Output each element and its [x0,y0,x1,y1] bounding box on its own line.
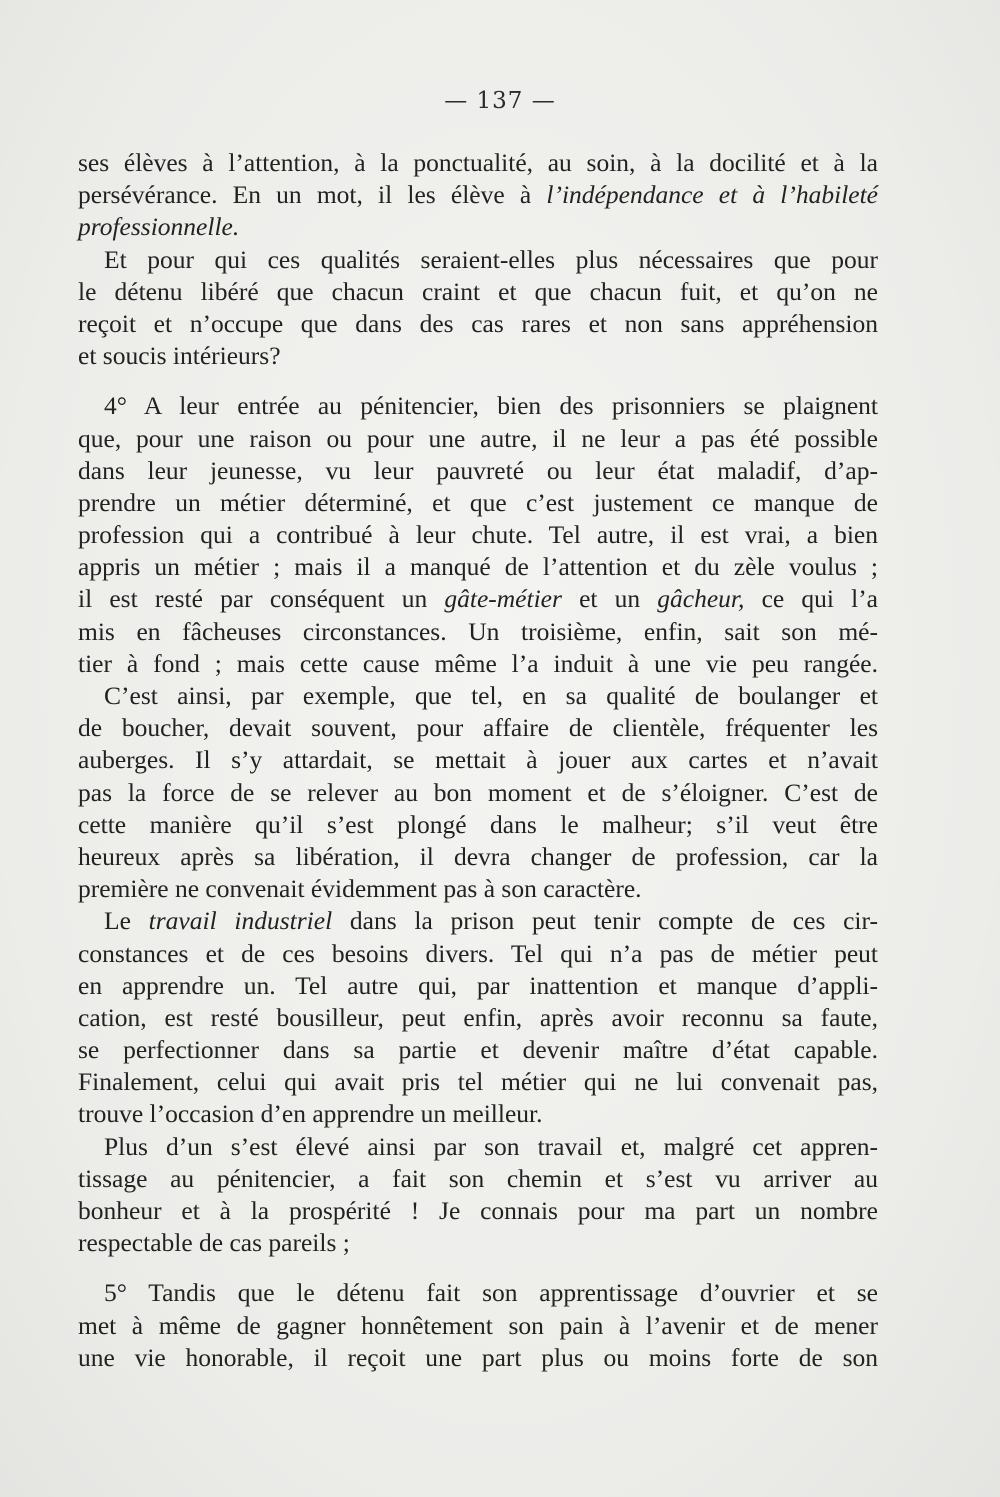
text-line: constances et de ces besoins divers. Tel qui n’a pas de métier peut [78,938,878,968]
text-line: et soucis intérieurs? [78,341,281,371]
text-line: ses élèves à l’attention, à la ponctualité, au soin, à la docilité et à la [78,148,878,177]
text-line: C’est ainsi, par exemple, que tel, en sa qualité de boulanger et [104,681,878,710]
text-line: heureux après sa libération, il devra changer de profession, car la [78,841,878,871]
text-line: dans leur jeunesse, vu leur pauvreté ou leur état maladif, d’ap- [78,455,878,485]
text-line: tissage au pénitencier, a fait son chemin et s’est vu arriver au [78,1163,878,1193]
text-line: profession qui a contribué à leur chute. Tel autre, il est vrai, a bien [78,520,878,550]
text-run: Le [104,906,149,936]
text-line: se perfectionner dans sa partie et devenir maître d’état capable. [78,1035,878,1065]
text-line: pas la force de se relever au bon moment et de s’éloigner. C’est de [78,777,878,807]
text-run: ce qui l’a [744,584,878,614]
text-line: tier à fond ; mais cette cause même l’a induit à une vie peu rangée. [78,648,878,678]
text-line [78,583,878,615]
text-line [78,905,878,937]
text-line: auberges. Il s’y attardait, se mettait à jouer aux cartes et n’avait [78,745,878,775]
text-line: Et pour qui ces qualités seraient-elles plus nécessaires que pour [104,244,878,274]
text-line: reçoit et n’occupe que dans des cas rares et non sans appréhension [78,308,878,338]
text-run: il est resté par conséquent un [78,584,445,614]
text-run: persévérance. En un mot, il les élève à [78,180,547,210]
italic-phrase: travail industriel [148,906,333,936]
body-text [78,147,878,1374]
text-line: 5° Tandis que le détenu fait son apprentissage d’ouvrier et se [104,1278,878,1308]
text-line: de boucher, devait souvent, pour affaire de clientèle, fréquenter les [78,713,878,743]
text-line: trouve l’occasion d’en apprendre un meilleur. [78,1099,543,1129]
text-line: cette manière qu’il s’est plongé dans le malheur; s’il veut être [78,809,878,839]
italic-phrase: gâte-métier [444,584,562,614]
text-line: première ne convenait évidemment pas à son caractère. [78,874,642,904]
text-line: met à même de gagner honnêtement son pain à l’avenir et de mener [78,1310,878,1340]
italic-phrase: professionnelle. [78,212,240,242]
text-line: en apprendre un. Tel autre qui, par inattention et manque d’appli- [78,970,878,1000]
text-line: Finalement, celui qui avait pris tel métier qui ne lui convenait pas, [78,1067,878,1097]
text-run: et un [561,584,658,614]
text-line: prendre un métier déterminé, et que c’est justement ce manque de [78,487,878,517]
text-line: bonheur et à la prospérité ! Je connais pour ma part un nombre [78,1196,878,1225]
text-line: respectable de cas pareils ; [78,1228,350,1258]
text-line: 4° A leur entrée au pénitencier, bien des prisonniers se plaignent [104,391,878,421]
text-line: Plus d’un s’est élevé ainsi par son travail et, malgré cet appren- [104,1131,878,1161]
italic-phrase: gâcheur, [657,584,745,614]
text-line: appris un métier ; mais il a manqué de l’attention et du zèle voulus ; [78,552,878,582]
text-line: une vie honorable, il reçoit une part plus ou moins forte de son [78,1342,878,1372]
page-number: — 137 — [444,88,556,114]
text-line: que, pour une raison ou pour une autre, il ne leur a pas été possible [78,423,878,453]
text-line: le détenu libéré que chacun craint et que chacun fuit, et qu’on ne [78,276,878,306]
text-line [78,211,878,243]
text-line: mis en fâcheuses circonstances. Un troisième, enfin, sait son mé- [78,616,878,646]
italic-phrase: l’indépendance et à l’habileté [546,180,878,210]
text-line [78,179,878,211]
text-run: dans la prison peut tenir compte de ces cir- [332,906,878,936]
text-line: cation, est resté bousilleur, peut enfin, après avoir reconnu sa faute, [78,1002,878,1032]
